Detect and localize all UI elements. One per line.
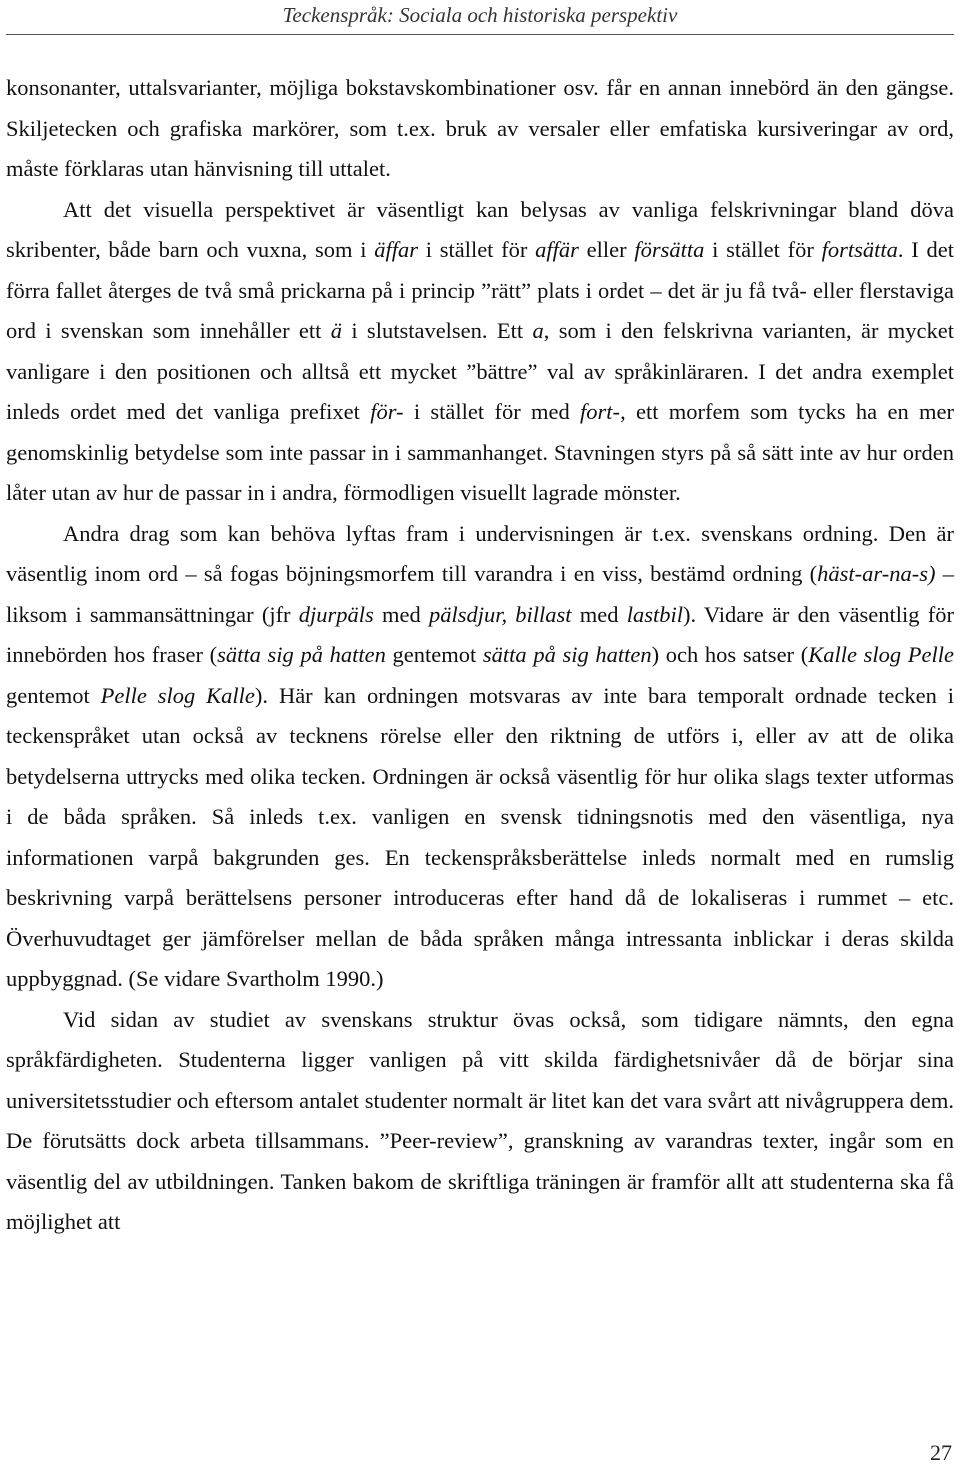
text-run: ) och hos satser (: [651, 642, 809, 667]
italic-run: fortsätta: [821, 237, 898, 262]
italic-run: äffar: [374, 237, 418, 262]
text-run: i stället för: [704, 237, 822, 262]
italic-run: försätta: [634, 237, 705, 262]
italic-run: ä: [330, 318, 342, 343]
text-run: , som i den felskrivna varianten, är mycket vanligare i den positionen och alltså ett mycket ”bättre” val av språkinläraren. I det andra exemplet inleds ordet med det vanliga prefixet: [6, 318, 955, 424]
text-run: i stället för med: [403, 399, 581, 424]
body-text: [6, 68, 954, 1243]
paragraph: [6, 514, 954, 1000]
text-run: Att det visuella perspektivet är väsentligt kan belysas av vanliga felskrivningar bland döva skribenter, både barn och vuxna, som i: [6, 196, 954, 262]
italic-run: sätta sig på hatten: [217, 642, 386, 667]
running-title: Teckenspråk: Sociala och historiska perspektiv: [282, 3, 678, 27]
text-run: eller: [578, 237, 635, 262]
running-header: [0, 0, 960, 34]
text-run: – liksom i sammansättningar (jfr: [6, 561, 954, 627]
text-run: gentemot: [385, 642, 483, 667]
text-run: Andra drag som kan behöva lyftas fram i undervisningen är t.ex. svenskans ordning. Den är väsentlig inom ord – så fogas böjningsmorfem till varandra i en viss, bestämd ordning (: [6, 520, 954, 586]
text-run: ). Vidare är den väsentlig för innebörden hos fraser (: [6, 601, 954, 667]
paragraph: [6, 68, 954, 190]
italic-run: lastbil: [626, 601, 683, 627]
italic-run: fort-: [580, 399, 621, 424]
text-run: i slutstavelsen. Ett: [342, 318, 533, 343]
text-run: med: [373, 601, 429, 627]
italic-run: djurpäls: [298, 601, 374, 627]
paragraph: [6, 1000, 954, 1243]
header-rule: [6, 34, 954, 35]
text-run: med: [571, 601, 627, 627]
text-run: i stället för: [417, 237, 536, 262]
italic-run: affär: [535, 237, 579, 262]
paragraph: [6, 190, 954, 514]
text-run: . I det förra fallet återges de två små prickarna på i princip ”rätt” plats i ordet – det är ju få två- eller flerstaviga ord i svenskan som innehåller ett: [6, 237, 954, 343]
italic-run: Pelle slog Kalle: [100, 682, 255, 708]
italic-run: a: [532, 318, 544, 343]
italic-run: häst-ar-na-s): [817, 561, 936, 586]
text-run: , ett morfem som tycks ha en mer genomskinlig betydelse som inte passar in i sammanhanget. Stavningen styrs på så sätt inte av hur orden låter utan av hur de passar in i andra, förmodligen visuellt lagrade mönster.: [6, 399, 955, 505]
italic-run: Kalle slog Pelle: [808, 642, 954, 667]
page-number: 27: [930, 1440, 952, 1465]
italic-run: för-: [370, 399, 404, 424]
text-run: konsonanter, uttalsvarianter, möjliga bokstavskombinationer osv. får en annan innebörd än den gängse. Skiljetecken och grafiska markörer, som t.ex. bruk av versaler eller emfatiska kursiveringar av ord, måste förklaras utan hänvisning till uttalet.: [6, 75, 954, 181]
italic-run: sätta på sig hatten: [482, 642, 652, 667]
text-run: Vid sidan av studiet av svenskans struktur övas också, som tidigare nämnts, den egna språkfärdigheten. Studenterna ligger vanligen på vitt skilda färdighetsnivåer då de börjar sina universitetsstudier och eftersom antalet studenter normalt är litet kan det vara svårt att nivågruppera dem. De förutsätts dock arbeta tillsammans. ”Peer-review”, granskning av varandras texter, ingår som en väsentlig del av utbildningen. Tanken bakom de skriftliga träningen är framför allt att studenterna ska få möjlighet att: [6, 1006, 954, 1234]
italic-run: pälsdjur, billast: [428, 601, 572, 627]
text-run: ). Här kan ordningen motsvaras av inte bara temporalt ordnade tecken i teckenspråket utan också av tecknens rörelse eller den riktning de utförs i, eller av att de olika betydelserna uttrycks med olika tecken. Ordningen är också väsentlig för hur olika slags texter utformas i de båda språken. Så inleds t.ex. vanligen en svensk tidningsnotis med den väsentliga, nya informationen varpå bakgrunden ges. En teckenspråksberättelse inleds normalt med en rumslig beskrivning varpå berättelsens personer introduceras efter hand då de lokaliseras i rummet – etc. Överhuvudtaget ger jämförelser mellan de båda språken många intressanta inblickar i deras skilda uppbyggnad. (Se vidare Svartholm 1990.): [6, 682, 954, 991]
text-run: gentemot: [6, 682, 101, 708]
